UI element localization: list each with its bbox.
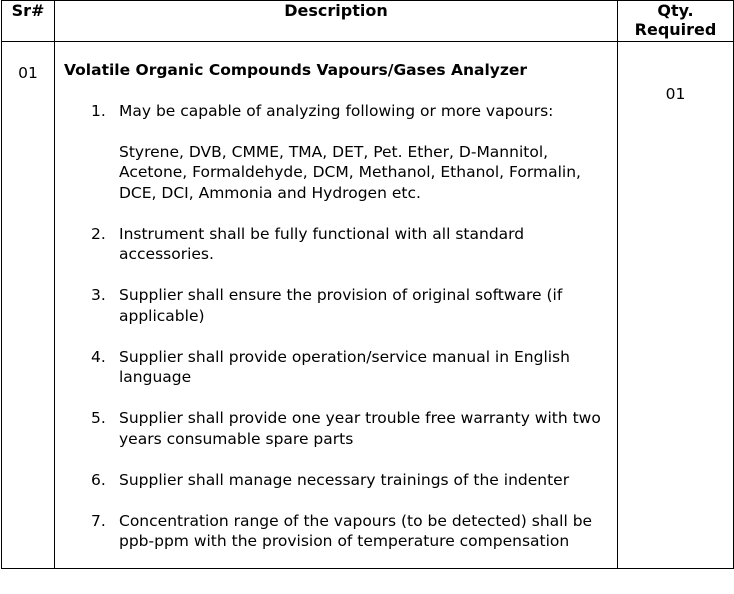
description-cell (55, 42, 618, 569)
list-item (91, 347, 611, 388)
list-item-number: 7. (91, 511, 106, 530)
table-row (2, 42, 734, 569)
header-qty-line1: Qty. (657, 1, 694, 20)
list-item (91, 408, 611, 449)
list-item-text: Supplier shall manage necessary trainings of the indenter (119, 470, 570, 489)
list-item (91, 511, 611, 552)
header-qty-line2: Required (634, 20, 717, 39)
list-item (91, 285, 611, 326)
list-item-body (119, 101, 611, 204)
quantity-required: 01 (618, 42, 734, 569)
item-title: Volatile Organic Compounds Vapours/Gases Analyzer (64, 61, 528, 79)
header-description: Description (55, 1, 618, 42)
list-item-number: 5. (91, 409, 106, 427)
list-item-text: Concentration range of the vapours (to be detected) shall be ppb-ppm with the provision of temperature compensation (119, 511, 593, 550)
header-qty (618, 1, 734, 42)
list-item (91, 101, 611, 204)
list-item-number: 3. (91, 286, 106, 304)
list-item-text: Instrument shall be fully functional with all standard accessories. (119, 224, 525, 263)
serial-number: 01 (2, 42, 55, 569)
list-item-number: 1. (91, 101, 106, 120)
list-item-text: Supplier shall ensure the provision of original software (if applicable) (119, 286, 563, 325)
list-item-number: 4. (91, 347, 106, 366)
list-item-number: 2. (91, 224, 106, 243)
list-item-text: May be capable of analyzing following or more vapours: (119, 101, 554, 120)
header-row (2, 1, 734, 42)
list-item (91, 224, 611, 265)
list-item-text: Supplier shall provide operation/service manual in English language (119, 347, 570, 386)
list-item (91, 470, 611, 491)
requirements-list (64, 101, 611, 552)
header-sr: Sr# (2, 1, 55, 42)
vapour-list: Styrene, DVB, CMME, TMA, DET, Pet. Ether, D-Mannitol, Acetone, Formaldehyde, DCM, Methanol, Ethanol, Formalin, DCE, DCI, Ammonia and Hydrogen etc. (119, 142, 581, 202)
list-item-text: Supplier shall provide one year trouble free warranty with two years consumable spare parts (119, 409, 601, 448)
specification-table (1, 0, 734, 569)
list-item-number: 6. (91, 470, 106, 489)
